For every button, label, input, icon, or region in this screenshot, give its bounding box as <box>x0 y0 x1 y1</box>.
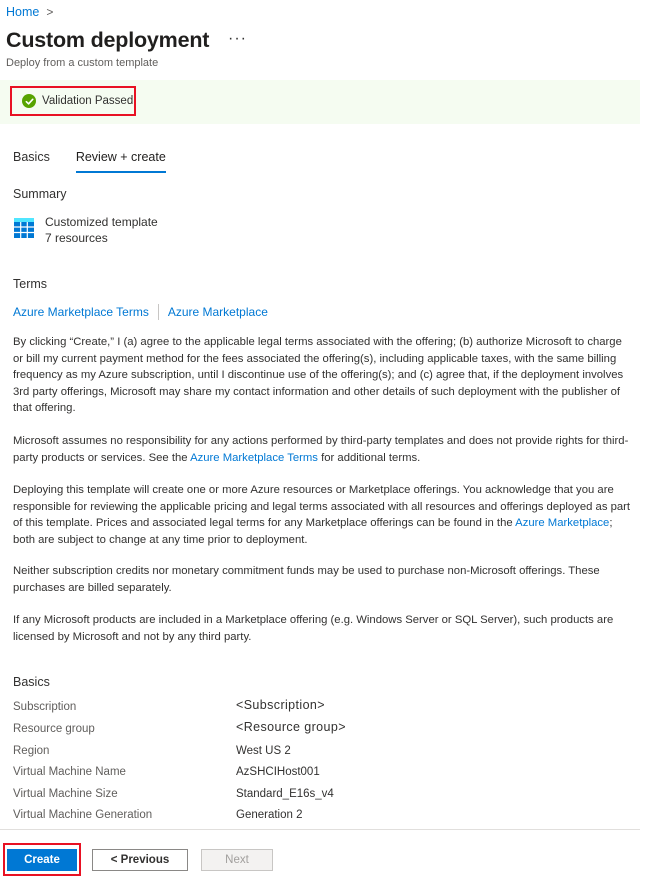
row-label: Resource group <box>13 723 95 735</box>
row-value: West US 2 <box>236 745 291 757</box>
basics-heading: Basics <box>13 675 50 689</box>
breadcrumb-home-link[interactable]: Home <box>6 5 40 19</box>
row-value: Standard_E16s_v4 <box>236 788 334 800</box>
terms-links <box>13 304 268 320</box>
terms-paragraph-3-text: Deploying this template will create one or more Azure resources or Marketplace offerings. You acknowledge that you are responsible for reviewing the applicable pricing and legal terms associated with all resources and offerings deployed as part of this template. Prices and associated legal terms for any Marketplace offerings can be found in the <box>13 484 631 530</box>
row-value: <Subscription> <box>236 698 325 712</box>
summary-resource-count: 7 resources <box>45 231 108 245</box>
terms-paragraph-4: Neither subscription credits nor monetary commitment funds may be used to purchase non-Microsoft offerings. These purchases are billed separately. <box>13 565 600 594</box>
row-label: Virtual Machine Generation <box>13 809 153 821</box>
azure-marketplace-link[interactable]: Azure Marketplace <box>167 305 268 319</box>
chevron-right-icon: > <box>46 5 54 19</box>
validation-status <box>10 86 136 116</box>
terms-paragraph-5: If any Microsoft products are included in a Marketplace offering (e.g. Windows Server or SQL Server), such products are licensed by Microsoft and not by any third party. <box>13 614 614 643</box>
terms-paragraph-3-tail: ; both are subject to change at any time prior to deployment. <box>13 517 613 546</box>
tab-basics[interactable]: Basics <box>13 150 50 164</box>
row-label: Region <box>13 745 50 757</box>
validation-text: Validation Passed <box>42 95 134 107</box>
row-label: Subscription <box>13 701 77 713</box>
terms-paragraph-2-text: Microsoft assumes no responsibility for any actions performed by third-party templates and does not provide rights for third-party products or services. See the <box>13 435 629 464</box>
terms-paragraph-2-tail: for additional terms. <box>317 451 421 464</box>
checkmark-circle-icon <box>22 94 36 108</box>
create-button[interactable]: Create <box>7 849 77 871</box>
next-button[interactable]: Next <box>201 849 273 871</box>
tab-list <box>13 150 192 173</box>
azure-marketplace-terms-inline-link[interactable]: Azure Marketplace Terms <box>190 451 318 464</box>
terms-paragraph-3 <box>13 482 633 548</box>
breadcrumb <box>6 5 53 19</box>
footer-divider <box>0 829 640 830</box>
summary-template-item <box>14 214 158 246</box>
row-label: Virtual Machine Size <box>13 788 118 800</box>
terms-paragraph-2 <box>13 433 633 466</box>
summary-template-title: Customized template <box>45 215 158 229</box>
link-divider <box>158 304 159 320</box>
row-value: <Resource group> <box>236 720 346 734</box>
more-options-icon[interactable]: ··· <box>228 30 247 47</box>
template-grid-icon <box>14 218 34 238</box>
page-title: Custom deployment <box>6 28 210 52</box>
summary-heading: Summary <box>13 187 67 201</box>
row-value: AzSHCIHost001 <box>236 766 320 778</box>
row-label: Virtual Machine Name <box>13 766 126 778</box>
azure-marketplace-inline-link[interactable]: Azure Marketplace <box>515 517 610 530</box>
terms-paragraph-1: By clicking “Create,” I (a) agree to the applicable legal terms associated with the offering; (b) authorize Microsoft to charge or bill my current payment method for the fees associated the offering(s), including applicable taxes, with the same billing frequency as my Azure subscription, until I discontinue use of the offering(s); and (c) agree that, if the deployment involves 3rd party offerings, Microsoft may share my contact information and other details of such deployment with the publisher of that offering. <box>13 336 624 415</box>
page-subtitle: Deploy from a custom template <box>6 57 159 69</box>
row-value: Generation 2 <box>236 809 303 821</box>
tab-review-create[interactable]: Review + create <box>76 150 166 173</box>
previous-button[interactable]: < Previous <box>92 849 188 871</box>
azure-marketplace-terms-link[interactable]: Azure Marketplace Terms <box>13 305 149 319</box>
terms-heading: Terms <box>13 277 48 291</box>
